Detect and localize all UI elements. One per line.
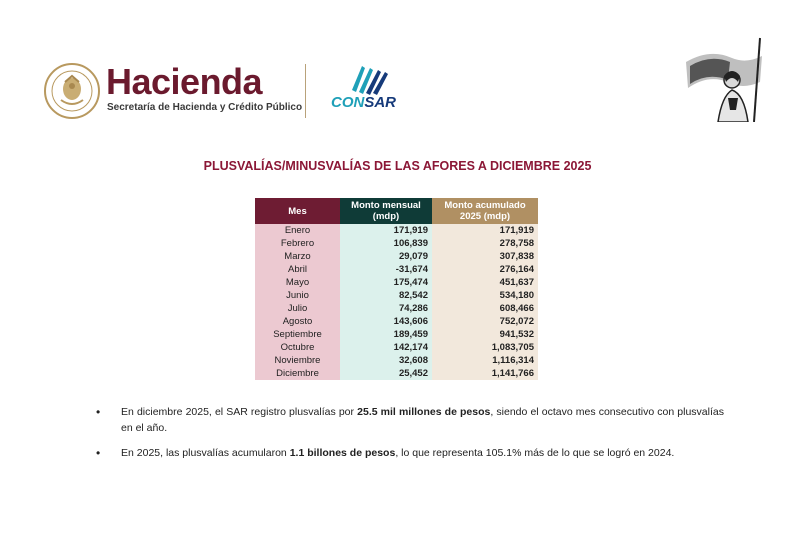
cell-mes: Septiembre (255, 328, 340, 341)
bullet-text-after: , lo que representa 105.1% más de lo que se logró en 2024. (395, 447, 675, 459)
cell-mes: Diciembre (255, 367, 340, 380)
cell-monto-mensual: 142,174 (340, 341, 432, 354)
bullet-item (96, 445, 724, 461)
national-seal-logo (43, 62, 101, 120)
table-row (255, 367, 538, 380)
consar-wordmark (331, 95, 396, 111)
cell-monto-acumulado: 752,072 (432, 315, 538, 328)
cell-monto-mensual: 106,839 (340, 237, 432, 250)
cell-monto-mensual: 189,459 (340, 328, 432, 341)
brand-subtitle: Secretaría de Hacienda y Crédito Público (107, 102, 303, 113)
consar-con-text: CON (331, 94, 365, 111)
flag-bearer-illustration (680, 36, 770, 122)
cell-mes: Abril (255, 263, 340, 276)
column-header-monto-mensual: Monto mensual (mdp) (340, 198, 432, 224)
cell-monto-mensual: 82,542 (340, 289, 432, 302)
cell-mes: Mayo (255, 276, 340, 289)
document-title: PLUSVALÍAS/MINUSVALÍAS DE LAS AFORES A DICIEMBRE 2025 (203, 159, 592, 173)
table-header-row (255, 198, 538, 224)
bullet-marker: • (96, 446, 101, 460)
header-divider (305, 64, 306, 118)
bullet-text-highlight: 25.5 mil millones de pesos (357, 406, 491, 418)
table-row (255, 302, 538, 315)
bullet-text-highlight: 1.1 billones de pesos (289, 447, 396, 459)
consar-sar-text: SAR (364, 94, 397, 111)
cell-monto-acumulado: 608,466 (432, 302, 538, 315)
column-header-monto-acumulado: Monto acumulado 2025 (mdp) (432, 198, 538, 224)
column-header-mes: Mes (255, 198, 340, 224)
table-row (255, 250, 538, 263)
cell-monto-acumulado: 534,180 (432, 289, 538, 302)
brand-title: Hacienda (106, 61, 263, 102)
table-row (255, 263, 538, 276)
cell-mes: Junio (255, 289, 340, 302)
table-row (255, 341, 538, 354)
cell-monto-mensual: 29,079 (340, 250, 432, 263)
cell-monto-acumulado: 307,838 (432, 250, 538, 263)
cell-monto-mensual: -31,674 (340, 263, 432, 276)
cell-mes: Octubre (255, 341, 340, 354)
summary-bullets (96, 404, 724, 470)
table-row (255, 315, 538, 328)
consar-logo (328, 60, 408, 122)
table-row (255, 289, 538, 302)
cell-mes: Agosto (255, 315, 340, 328)
cell-monto-acumulado: 941,532 (432, 328, 538, 341)
table-row (255, 354, 538, 367)
page-header (0, 0, 795, 140)
cell-mes: Febrero (255, 237, 340, 250)
cell-monto-mensual: 171,919 (340, 224, 432, 237)
cell-monto-acumulado: 1,116,314 (432, 354, 538, 367)
cell-mes: Marzo (255, 250, 340, 263)
table-row (255, 328, 538, 341)
table-row (255, 276, 538, 289)
cell-monto-mensual: 175,474 (340, 276, 432, 289)
cell-monto-mensual: 74,286 (340, 302, 432, 315)
cell-monto-acumulado: 1,141,766 (432, 367, 538, 380)
cell-monto-acumulado: 276,164 (432, 263, 538, 276)
bullet-text-before: En 2025, las plusvalías acumularon (121, 447, 290, 459)
cell-mes: Enero (255, 224, 340, 237)
table-body (255, 224, 538, 380)
cell-monto-mensual: 25,452 (340, 367, 432, 380)
cell-monto-mensual: 32,608 (340, 354, 432, 367)
bullet-item (96, 404, 724, 436)
cell-monto-acumulado: 451,637 (432, 276, 538, 289)
bullet-marker: • (96, 405, 101, 419)
plusvalias-table (255, 198, 538, 380)
table-row (255, 237, 538, 250)
table-row (255, 224, 538, 237)
cell-mes: Noviembre (255, 354, 340, 367)
cell-mes: Julio (255, 302, 340, 315)
cell-monto-mensual: 143,606 (340, 315, 432, 328)
bullet-text-before: En diciembre 2025, el SAR registro plusvalías por (121, 406, 358, 418)
cell-monto-acumulado: 278,758 (432, 237, 538, 250)
cell-monto-acumulado: 1,083,705 (432, 341, 538, 354)
bullet-text-after: , siendo el octavo mes consecutivo con plusvalías en el año. (121, 406, 724, 434)
cell-monto-acumulado: 171,919 (432, 224, 538, 237)
